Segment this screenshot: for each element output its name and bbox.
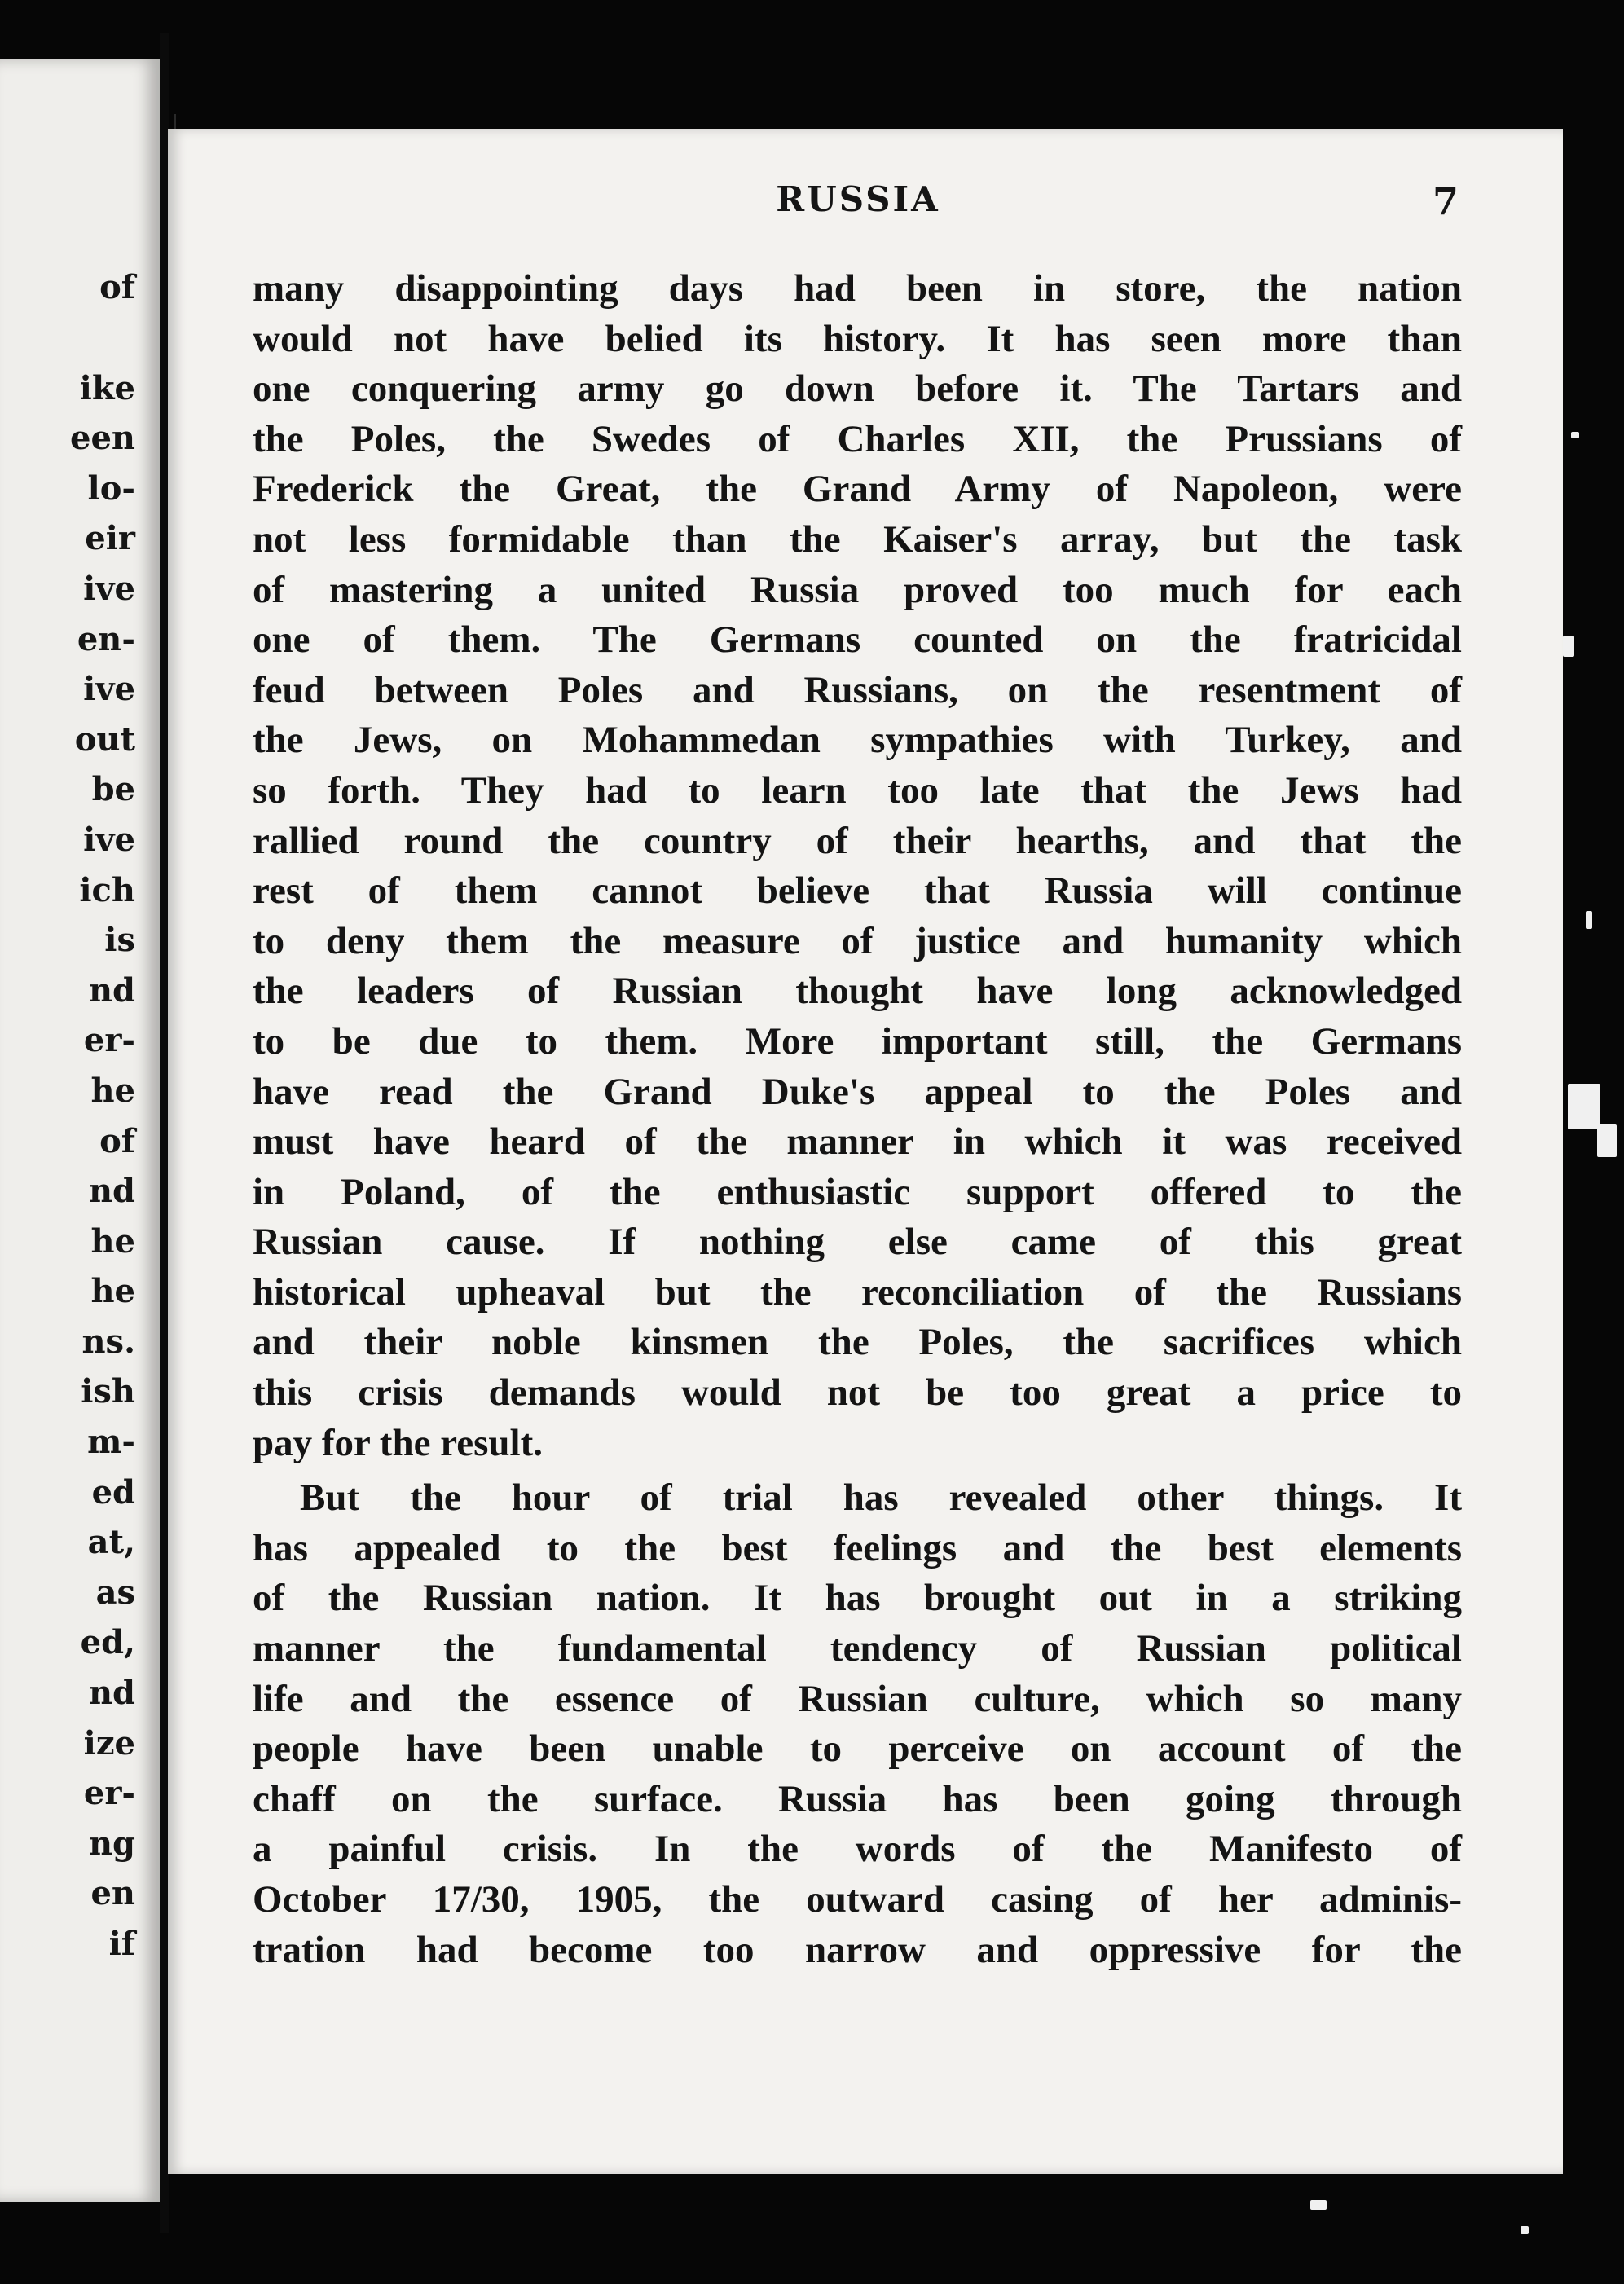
line-fragment: een	[70, 419, 135, 458]
line-fragment: at,	[87, 1523, 135, 1562]
line-fragment: be	[91, 770, 135, 809]
text-line: manner the fundamental tendency of Russian political	[253, 1627, 1462, 1670]
line-fragment: ize	[83, 1723, 135, 1763]
previous-page-line-endings	[5, 262, 135, 1969]
text-line: rallied round the country of their hearths, and that the	[253, 819, 1462, 862]
text-line: feud between Poles and Russians, on the resentment of	[253, 668, 1462, 711]
line-fragment: nd	[88, 970, 135, 1010]
line-fragment: he	[90, 1221, 135, 1261]
text-line: Frederick the Great, the Grand Army of Napoleon, were	[253, 468, 1462, 511]
text-line: the Jews, on Mohammedan sympathies with Turkey, and	[253, 719, 1462, 762]
line-fragment: of	[99, 268, 135, 306]
text-line: has appealed to the best feelings and the best elements	[253, 1526, 1462, 1569]
line-fragment: er-	[83, 1021, 135, 1060]
line-fragment: ed	[91, 1472, 135, 1512]
text-line: the Poles, the Swedes of Charles XII, the Prussians of	[253, 417, 1462, 460]
running-head	[257, 179, 1459, 236]
page-body-text	[253, 264, 1462, 1975]
line-fragment: out	[74, 720, 135, 759]
scan-speck	[1568, 1084, 1600, 1129]
text-line: must have heard of the manner in which it was received	[253, 1120, 1462, 1164]
text-line: and their noble kinsmen the Poles, the sacrifices which	[253, 1321, 1462, 1364]
page-number: 7	[1432, 179, 1459, 223]
text-line: of mastering a united Russia proved too much for each	[253, 568, 1462, 611]
scan-speck	[1597, 1124, 1617, 1157]
line-fragment: ed,	[80, 1623, 135, 1662]
line-fragment: if	[108, 1925, 135, 1963]
scan-speck	[1563, 636, 1574, 657]
book-page	[168, 129, 1563, 2174]
text-line: one of them. The Germans counted on the fratricidal	[253, 618, 1462, 662]
line-fragment: nd	[88, 1172, 135, 1211]
line-fragment: nd	[88, 1674, 135, 1713]
text-line: a painful crisis. In the words of the Manifesto of	[253, 1828, 1462, 1871]
text-line: people have been unable to perceive on account of the	[253, 1727, 1462, 1771]
line-fragment: er-	[83, 1774, 135, 1813]
text-line: so forth. They had to learn too late that the Jews had	[253, 768, 1462, 812]
text-line: historical upheaval but the reconciliation of the Russians	[253, 1270, 1462, 1314]
text-line: Russian cause. If nothing else came of this great	[253, 1221, 1462, 1264]
line-fragment: en	[90, 1874, 135, 1913]
paragraph-last-line: pay for the result.	[253, 1421, 543, 1464]
line-fragment: is	[104, 921, 135, 960]
text-line: would not have belied its history. It has seen more than	[253, 317, 1462, 360]
running-title: RUSSIA	[776, 179, 940, 219]
scan-speck	[1521, 2226, 1529, 2234]
scan-speck	[1586, 911, 1592, 929]
scan-speck	[1571, 432, 1579, 438]
text-line: tration had become too narrow and oppressive for the	[253, 1928, 1462, 1971]
text-line: in Poland, of the enthusiastic support offered to the	[253, 1170, 1462, 1213]
line-fragment: ive	[83, 820, 135, 859]
line-fragment: eir	[85, 519, 135, 558]
text-line: of the Russian nation. It has brought out in a striking	[253, 1577, 1462, 1620]
previous-page-edge	[0, 59, 160, 2202]
line-fragment: en-	[77, 619, 135, 658]
line-fragment: ns.	[81, 1322, 135, 1361]
line-fragment: he	[90, 1071, 135, 1110]
text-line: not less formidable than the Kaiser's array, but the task	[253, 517, 1462, 561]
text-line: to be due to them. More important still, the Germans	[253, 1019, 1462, 1063]
line-fragment: lo-	[87, 469, 135, 508]
text-line: October 17/30, 1905, the outward casing of her adminis-	[253, 1878, 1462, 1921]
line-fragment: of	[99, 1121, 135, 1160]
line-fragment: ng	[88, 1824, 135, 1863]
line-fragment: ike	[79, 368, 135, 407]
line-fragment: ive	[83, 569, 135, 608]
paragraph-first-line: But the hour of trial has revealed other things. It	[300, 1476, 1462, 1520]
text-line: to deny them the measure of justice and humanity which	[253, 919, 1462, 962]
text-line: rest of them cannot believe that Russia will continue	[253, 869, 1462, 913]
line-fragment: m-	[87, 1423, 135, 1462]
text-line: chaff on the surface. Russia has been going through	[253, 1777, 1462, 1820]
line-fragment: ich	[79, 870, 135, 909]
text-line: one conquering army go down before it. The Tartars and	[253, 367, 1462, 411]
line-fragment: ish	[81, 1372, 135, 1411]
text-line: have read the Grand Duke's appeal to the Poles and	[253, 1070, 1462, 1113]
text-line: this crisis demands would not be too great a price to	[253, 1371, 1462, 1415]
line-fragment: as	[95, 1573, 135, 1612]
text-line: the leaders of Russian thought have long acknowledged	[253, 970, 1462, 1013]
line-fragment: he	[90, 1272, 135, 1311]
text-line: life and the essence of Russian culture, which so many	[253, 1677, 1462, 1720]
scan-speck	[1310, 2200, 1327, 2210]
text-line: many disappointing days had been in store, the nation	[253, 267, 1462, 310]
line-fragment: ive	[83, 670, 135, 709]
